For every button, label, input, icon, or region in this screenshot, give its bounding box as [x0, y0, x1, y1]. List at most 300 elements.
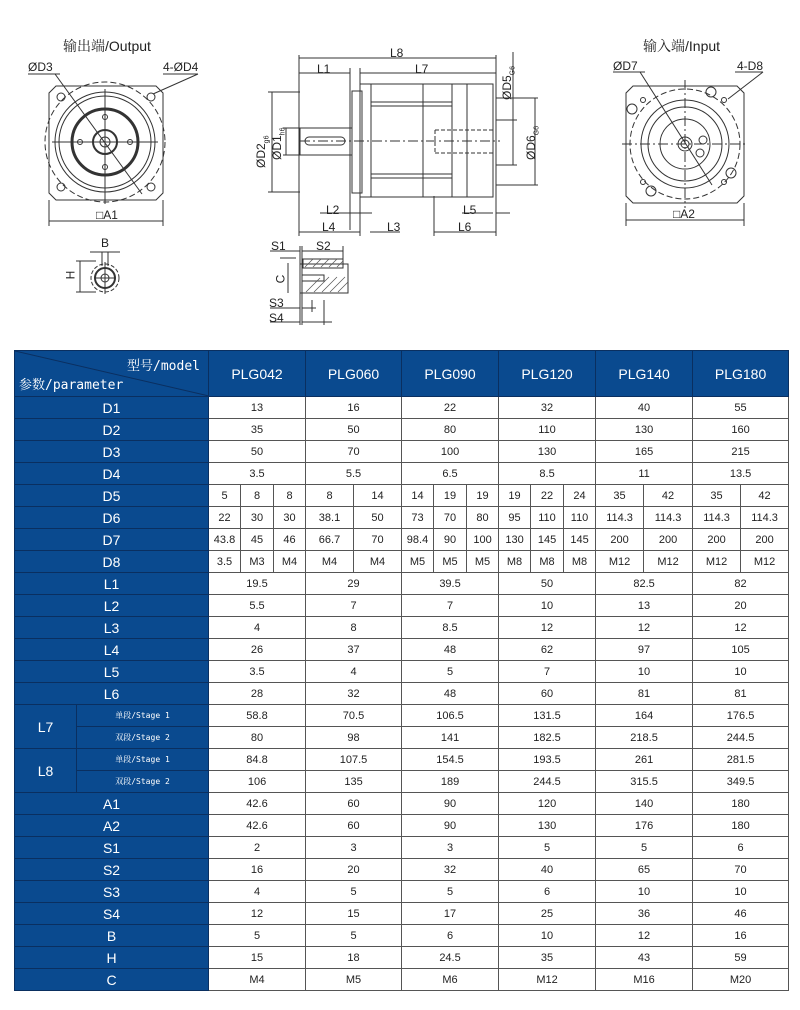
cell-value: 82.5 [596, 573, 693, 595]
cell-value: M12 [741, 551, 789, 573]
label-d6-tolerance: G6 [533, 125, 541, 136]
cell-value: 105 [693, 639, 789, 661]
cell-value: 15 [209, 947, 306, 969]
cell-value: 12 [499, 617, 596, 639]
cell-value: 90 [402, 793, 499, 815]
cell-value: 193.5 [499, 749, 596, 771]
cell-value: 60 [306, 815, 402, 837]
table-row [15, 573, 789, 595]
param-d3: D3 [15, 441, 209, 463]
label-l3: L3 [387, 220, 401, 234]
cell-value: 215 [693, 441, 789, 463]
table-row [15, 727, 789, 749]
param-d7: D7 [15, 529, 209, 551]
cell-value: 17 [402, 903, 499, 925]
cell-value: 281.5 [693, 749, 789, 771]
spec-table [14, 350, 789, 991]
cell-value: 60 [306, 793, 402, 815]
stage-2-label: 双段/Stage 2 [77, 771, 209, 793]
model-header-plg180: PLG180 [693, 351, 789, 397]
cell-value: 180 [693, 815, 789, 837]
cell-value: 36 [596, 903, 693, 925]
cell-value: 37 [306, 639, 402, 661]
cell-value: 5 [499, 837, 596, 859]
table-row [15, 529, 789, 551]
label-d6-text: ØD6 [524, 135, 538, 160]
cell-value: 10 [693, 881, 789, 903]
cell-value: 32 [306, 683, 402, 705]
cell-value: 5 [402, 881, 499, 903]
cell-value: 81 [693, 683, 789, 705]
cell-value: 80 [209, 727, 306, 749]
cell-value: 120 [499, 793, 596, 815]
label-d3: ØD3 [28, 60, 53, 74]
param-l7: L7 [15, 705, 77, 749]
cell-value: 315.5 [596, 771, 693, 793]
cell-value: 5 [209, 925, 306, 947]
cell-value: 22 [531, 485, 564, 507]
header-param-label: 参数/parameter [19, 378, 124, 393]
table-row [15, 507, 789, 529]
cell-value: 12 [596, 617, 693, 639]
label-l1: L1 [317, 62, 331, 76]
cell-value: 176 [596, 815, 693, 837]
cell-value: 70 [434, 507, 467, 529]
cell-value: 45 [241, 529, 274, 551]
cell-value: 5 [306, 881, 402, 903]
label-l8: L8 [390, 46, 404, 60]
label-d2 [254, 136, 270, 168]
table-row [15, 617, 789, 639]
cell-value: 110 [564, 507, 596, 529]
cell-value: M20 [693, 969, 789, 991]
table-row [15, 485, 789, 507]
output-view-title: 输出端/Output [63, 38, 151, 54]
cell-value: 200 [644, 529, 693, 551]
cell-value: M12 [596, 551, 644, 573]
cell-value: 5 [596, 837, 693, 859]
cell-value: 5 [306, 925, 402, 947]
cell-value: 106.5 [402, 705, 499, 727]
cell-value: 3.5 [209, 661, 306, 683]
cell-value: M16 [596, 969, 693, 991]
cell-value: M8 [564, 551, 596, 573]
cell-value: 5.5 [306, 463, 402, 485]
cell-value: 3.5 [209, 463, 306, 485]
param-l2: L2 [15, 595, 209, 617]
model-header-plg140: PLG140 [596, 351, 693, 397]
cell-value: M12 [644, 551, 693, 573]
cell-value: M5 [467, 551, 499, 573]
cell-value: M6 [402, 969, 499, 991]
cell-value: 10 [596, 881, 693, 903]
cell-value: 12 [693, 617, 789, 639]
param-s3: S3 [15, 881, 209, 903]
cell-value: 50 [499, 573, 596, 595]
cell-value: 6 [693, 837, 789, 859]
table-row [15, 793, 789, 815]
label-d5-tolerance: G6 [509, 65, 517, 76]
cell-value: 8 [274, 485, 306, 507]
cell-value: 165 [596, 441, 693, 463]
cell-value: M5 [402, 551, 434, 573]
cell-value: 55 [693, 397, 789, 419]
cell-value: 7 [306, 595, 402, 617]
cell-value: 160 [693, 419, 789, 441]
cell-value: 16 [693, 925, 789, 947]
cell-value: 42.6 [209, 815, 306, 837]
cell-value: 24 [564, 485, 596, 507]
cell-value: 98.4 [402, 529, 434, 551]
cell-value: 38.1 [306, 507, 354, 529]
cell-value: 70 [693, 859, 789, 881]
cell-value: M4 [306, 551, 354, 573]
label-l2: L2 [326, 203, 340, 217]
cell-value: 5.5 [209, 595, 306, 617]
cell-value: 4 [306, 661, 402, 683]
model-header-plg060: PLG060 [306, 351, 402, 397]
cell-value: 13.5 [693, 463, 789, 485]
cell-value: 65 [596, 859, 693, 881]
table-row [15, 661, 789, 683]
param-d2: D2 [15, 419, 209, 441]
cell-value: 7 [499, 661, 596, 683]
table-row [15, 639, 789, 661]
input-view-title: 输入端/Input [643, 38, 721, 54]
cell-value: 3 [402, 837, 499, 859]
cell-value: 11 [596, 463, 693, 485]
cell-value: 114.3 [741, 507, 789, 529]
table-row [15, 947, 789, 969]
cell-value: 30 [241, 507, 274, 529]
cell-value: 200 [596, 529, 644, 551]
cell-value: 82 [693, 573, 789, 595]
param-d4: D4 [15, 463, 209, 485]
cell-value: 48 [402, 683, 499, 705]
cell-value: 8 [306, 617, 402, 639]
cell-value: M8 [531, 551, 564, 573]
cell-value: 59 [693, 947, 789, 969]
label-d1 [270, 128, 286, 160]
cell-value: 50 [354, 507, 402, 529]
cell-value: 12 [209, 903, 306, 925]
cell-value: 4 [209, 617, 306, 639]
param-l5: L5 [15, 661, 209, 683]
cell-value: 35 [209, 419, 306, 441]
cell-value: 46 [693, 903, 789, 925]
cell-value: 22 [209, 507, 241, 529]
cell-value: 8 [306, 485, 354, 507]
model-header-plg120: PLG120 [499, 351, 596, 397]
cell-value: 62 [499, 639, 596, 661]
param-d8: D8 [15, 551, 209, 573]
cell-value: 19.5 [209, 573, 306, 595]
label-l5: L5 [463, 203, 477, 217]
cell-value: M12 [499, 969, 596, 991]
cell-value: 26 [209, 639, 306, 661]
label-d6 [524, 126, 540, 160]
cell-value: M4 [274, 551, 306, 573]
table-row [15, 771, 789, 793]
cell-value: 90 [402, 815, 499, 837]
cell-value: 135 [306, 771, 402, 793]
table-row [15, 551, 789, 573]
param-d6: D6 [15, 507, 209, 529]
param-a2: A2 [15, 815, 209, 837]
cell-value: 3.5 [209, 551, 241, 573]
cell-value: 19 [467, 485, 499, 507]
cell-value: 2 [209, 837, 306, 859]
cell-value: 58.8 [209, 705, 306, 727]
cell-value: 60 [499, 683, 596, 705]
table-row [15, 441, 789, 463]
cell-value: 110 [499, 419, 596, 441]
stage-1-label: 单段/Stage 1 [77, 705, 209, 727]
cell-value: 42 [644, 485, 693, 507]
cell-value: 13 [209, 397, 306, 419]
cell-value: 30 [274, 507, 306, 529]
cell-value: 18 [306, 947, 402, 969]
param-d1: D1 [15, 397, 209, 419]
stage-2-label: 双段/Stage 2 [77, 727, 209, 749]
cell-value: 10 [499, 595, 596, 617]
param-b: B [15, 925, 209, 947]
table-row [15, 837, 789, 859]
cell-value: 244.5 [693, 727, 789, 749]
table-row [15, 925, 789, 947]
cell-value: 7 [402, 595, 499, 617]
table-row [15, 859, 789, 881]
cell-value: 10 [499, 925, 596, 947]
cell-value: 141 [402, 727, 499, 749]
cell-value: 164 [596, 705, 693, 727]
cell-value: 39.5 [402, 573, 499, 595]
cell-value: 98 [306, 727, 402, 749]
cell-value: 43.8 [209, 529, 241, 551]
table-row [15, 815, 789, 837]
cell-value: 80 [467, 507, 499, 529]
cell-value: M12 [693, 551, 741, 573]
cell-value: 32 [402, 859, 499, 881]
cell-value: 5 [209, 485, 241, 507]
cell-value: 14 [402, 485, 434, 507]
cell-value: 107.5 [306, 749, 402, 771]
cell-value: 19 [499, 485, 531, 507]
label-l4: L4 [322, 220, 336, 234]
cell-value: 73 [402, 507, 434, 529]
technical-drawing [0, 0, 800, 340]
cell-value: 130 [499, 815, 596, 837]
cell-value: 70 [354, 529, 402, 551]
cell-value: M5 [434, 551, 467, 573]
cell-value: 48 [402, 639, 499, 661]
cell-value: M5 [306, 969, 402, 991]
cell-value: 110 [531, 507, 564, 529]
cell-value: M4 [354, 551, 402, 573]
cell-value: 349.5 [693, 771, 789, 793]
param-l3: L3 [15, 617, 209, 639]
cell-value: 4 [209, 881, 306, 903]
cell-value: 8.5 [402, 617, 499, 639]
table-row [15, 463, 789, 485]
table-row [15, 881, 789, 903]
param-l1: L1 [15, 573, 209, 595]
cell-value: 10 [596, 661, 693, 683]
cell-value: 42.6 [209, 793, 306, 815]
label-d5 [500, 66, 516, 100]
cell-value: 46 [274, 529, 306, 551]
label-a1: □A1 [96, 208, 118, 222]
cell-value: M4 [209, 969, 306, 991]
cell-value: 180 [693, 793, 789, 815]
param-s2: S2 [15, 859, 209, 881]
param-d5: D5 [15, 485, 209, 507]
cell-value: 22 [402, 397, 499, 419]
label-s4: S4 [269, 311, 284, 325]
label-d7: ØD7 [613, 59, 638, 73]
cell-value: 100 [402, 441, 499, 463]
cell-value: 29 [306, 573, 402, 595]
table-row [15, 903, 789, 925]
table-row [15, 705, 789, 727]
cell-value: 140 [596, 793, 693, 815]
cell-value: 70 [306, 441, 402, 463]
cell-value: M8 [499, 551, 531, 573]
cell-value: 15 [306, 903, 402, 925]
header-row [15, 351, 789, 397]
label-d2-text: ØD2 [254, 143, 268, 168]
cell-value: 80 [402, 419, 499, 441]
table-row [15, 419, 789, 441]
label-s2: S2 [316, 239, 331, 253]
label-s1: S1 [271, 239, 286, 253]
model-header-plg090: PLG090 [402, 351, 499, 397]
table-row [15, 397, 789, 419]
cell-value: 182.5 [499, 727, 596, 749]
label-d1-tolerance: h6 [279, 127, 287, 136]
cell-value: 6.5 [402, 463, 499, 485]
table-row [15, 749, 789, 771]
cell-value: 70.5 [306, 705, 402, 727]
label-d4: 4-ØD4 [163, 60, 199, 74]
cell-value: 200 [693, 529, 741, 551]
cell-value: 6 [402, 925, 499, 947]
header-model-label: 型号/model [127, 359, 200, 374]
label-d8: 4-D8 [737, 59, 764, 73]
cell-value: 20 [306, 859, 402, 881]
cell-value: 14 [354, 485, 402, 507]
cell-value: 32 [499, 397, 596, 419]
cell-value: 244.5 [499, 771, 596, 793]
cell-value: 16 [306, 397, 402, 419]
header-corner [15, 351, 209, 397]
cell-value: 24.5 [402, 947, 499, 969]
cell-value: 97 [596, 639, 693, 661]
cell-value: 130 [499, 441, 596, 463]
cell-value: 40 [499, 859, 596, 881]
label-s3: S3 [269, 296, 284, 310]
cell-value: 5 [402, 661, 499, 683]
label-d2-tolerance: g6 [263, 135, 271, 144]
cell-value: 50 [306, 419, 402, 441]
label-a2: □A2 [673, 207, 695, 221]
cell-value: 43 [596, 947, 693, 969]
param-l8: L8 [15, 749, 77, 793]
cell-value: 8 [241, 485, 274, 507]
cell-value: 130 [596, 419, 693, 441]
cell-value: 13 [596, 595, 693, 617]
label-b: B [101, 236, 110, 250]
label-d5-text: ØD5 [500, 75, 514, 100]
cell-value: 19 [434, 485, 467, 507]
label-h: H [63, 270, 78, 280]
cell-value: 90 [434, 529, 467, 551]
cell-value: 40 [596, 397, 693, 419]
cell-value: 218.5 [596, 727, 693, 749]
cell-value: 16 [209, 859, 306, 881]
cell-value: 145 [531, 529, 564, 551]
label-c: C [273, 274, 288, 284]
cell-value: 81 [596, 683, 693, 705]
stage-1-label: 单段/Stage 1 [77, 749, 209, 771]
label-l6: L6 [458, 220, 472, 234]
cell-value: 10 [693, 661, 789, 683]
cell-value: 25 [499, 903, 596, 925]
param-l4: L4 [15, 639, 209, 661]
param-c: C [15, 969, 209, 991]
param-s1: S1 [15, 837, 209, 859]
cell-value: 154.5 [402, 749, 499, 771]
cell-value: 28 [209, 683, 306, 705]
cell-value: 114.3 [693, 507, 741, 529]
cell-value: 12 [596, 925, 693, 947]
table-row [15, 683, 789, 705]
cell-value: 131.5 [499, 705, 596, 727]
cell-value: 189 [402, 771, 499, 793]
cell-value: 114.3 [596, 507, 644, 529]
cell-value: 42 [741, 485, 789, 507]
cell-value: 35 [596, 485, 644, 507]
label-d1-text: ØD1 [270, 135, 284, 160]
cell-value: 6 [499, 881, 596, 903]
param-l6: L6 [15, 683, 209, 705]
cell-value: 200 [741, 529, 789, 551]
param-a1: A1 [15, 793, 209, 815]
cell-value: M3 [241, 551, 274, 573]
cell-value: 114.3 [644, 507, 693, 529]
cell-value: 100 [467, 529, 499, 551]
cell-value: 106 [209, 771, 306, 793]
label-l7: L7 [415, 62, 429, 76]
cell-value: 3 [306, 837, 402, 859]
cell-value: 50 [209, 441, 306, 463]
cell-value: 84.8 [209, 749, 306, 771]
cell-value: 176.5 [693, 705, 789, 727]
model-header-plg042: PLG042 [209, 351, 306, 397]
cell-value: 95 [499, 507, 531, 529]
cell-value: 35 [499, 947, 596, 969]
cell-value: 35 [693, 485, 741, 507]
cell-value: 145 [564, 529, 596, 551]
cell-value: 8.5 [499, 463, 596, 485]
table-row [15, 595, 789, 617]
param-h: H [15, 947, 209, 969]
cell-value: 130 [499, 529, 531, 551]
cell-value: 66.7 [306, 529, 354, 551]
table-row [15, 969, 789, 991]
param-s4: S4 [15, 903, 209, 925]
cell-value: 261 [596, 749, 693, 771]
